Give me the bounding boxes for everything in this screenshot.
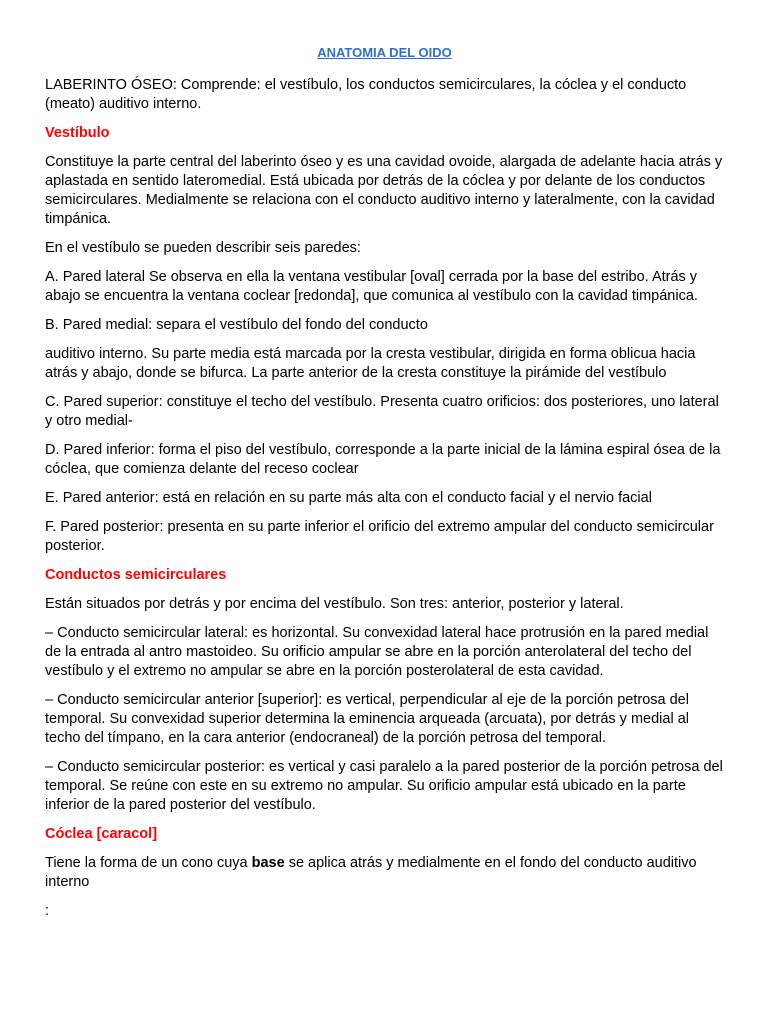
coclea-text-before: Tiene la forma de un cono cuya (45, 855, 252, 871)
trailing-mark: : (45, 903, 50, 919)
conductos-paragraph-2: – Conducto semicircular lateral: es horizontal. Su convexidad lateral hace protrusión en la pared medial de la entrada al antro mastoideo. Su orificio ampular se abre en la porción anterolateral del techo del vestíbulo y el extremo no ampular se abre en la porción posterolateral de esta cavidad. (45, 625, 709, 679)
coclea-text-bold: base (251, 855, 285, 871)
vestibulo-paragraph-1: Constituye la parte central del laberinto óseo y es una cavidad ovoide, alargada de adelante hacia atrás y aplastada en sentido lateromedial. Está ubicada por detrás de la cóclea y por delante de los conductos semicirculares. Medialmente se relaciona con el conducto auditivo interno y lateralmente, con la cavidad timpánica. (45, 154, 723, 227)
conductos-paragraph-4: – Conducto semicircular posterior: es vertical y casi paralelo a la pared posterior de la porción petrosa del temporal. Se reúne con este en su extremo no ampular. Su orificio ampular está ubicado en la parte inferior de la pared posterior del vestíbulo. (45, 759, 723, 813)
vestibulo-paragraph-8: E. Pared anterior: está en relación en su parte más alta con el conducto facial y el nervio facial (45, 490, 652, 506)
section-heading-coclea: Cóclea [caracol] (45, 826, 158, 842)
vestibulo-paragraph-7: D. Pared inferior: forma el piso del vestíbulo, corresponde a la parte inicial de la lámina espiral ósea de la cóclea, que comienza delante del receso coclear (45, 442, 721, 477)
vestibulo-paragraph-9: F. Pared posterior: presenta en su parte inferior el orificio del extremo ampular del conducto semicircular posterior. (45, 519, 714, 554)
intro-paragraph: LABERINTO ÓSEO: Comprende: el vestíbulo, los conductos semicirculares, la cóclea y el conducto (meato) auditivo interno. (45, 77, 687, 112)
section-heading-conductos: Conductos semicirculares (45, 567, 227, 583)
coclea-paragraph (45, 854, 724, 892)
coclea-text-after: se aplica atrás y medialmente en el fondo del conducto auditivo interno (45, 855, 697, 890)
vestibulo-paragraph-6: C. Pared superior: constituye el techo del vestíbulo. Presenta cuatro orificios: dos posteriores, uno lateral y otro medial- (45, 394, 719, 429)
conductos-paragraph-3: – Conducto semicircular anterior [superior]: es vertical, perpendicular al eje de la porción petrosa del temporal. Su convexidad superior determina la eminencia arqueada (arcuata), por detrás y medial al techo del tímpano, en la cara anterior (endocraneal) de la porción petrosa del temporal. (45, 692, 689, 746)
conductos-paragraph-1: Están situados por detrás y por encima del vestíbulo. Son tres: anterior, posterior y lateral. (45, 596, 624, 612)
vestibulo-paragraph-5: auditivo interno. Su parte media está marcada por la cresta vestibular, dirigida en forma oblicua hacia atrás y abajo, donde se bifurca. La parte anterior de la cresta constituye la pirámide del vestíbulo (45, 346, 696, 381)
section-heading-vestibulo: Vestíbulo (45, 125, 110, 141)
vestibulo-paragraph-4: B. Pared medial: separa el vestíbulo del fondo del conducto (45, 317, 428, 333)
vestibulo-paragraph-3: A. Pared lateral Se observa en ella la ventana vestibular [oval] cerrada por la base del estribo. Atrás y abajo se encuentra la ventana coclear [redonda], que comunica al vestíbulo con la cavidad timpánica. (45, 269, 698, 304)
document-title: ANATOMIA DEL OIDO (317, 45, 452, 60)
vestibulo-paragraph-2: En el vestíbulo se pueden describir seis paredes: (45, 240, 361, 256)
